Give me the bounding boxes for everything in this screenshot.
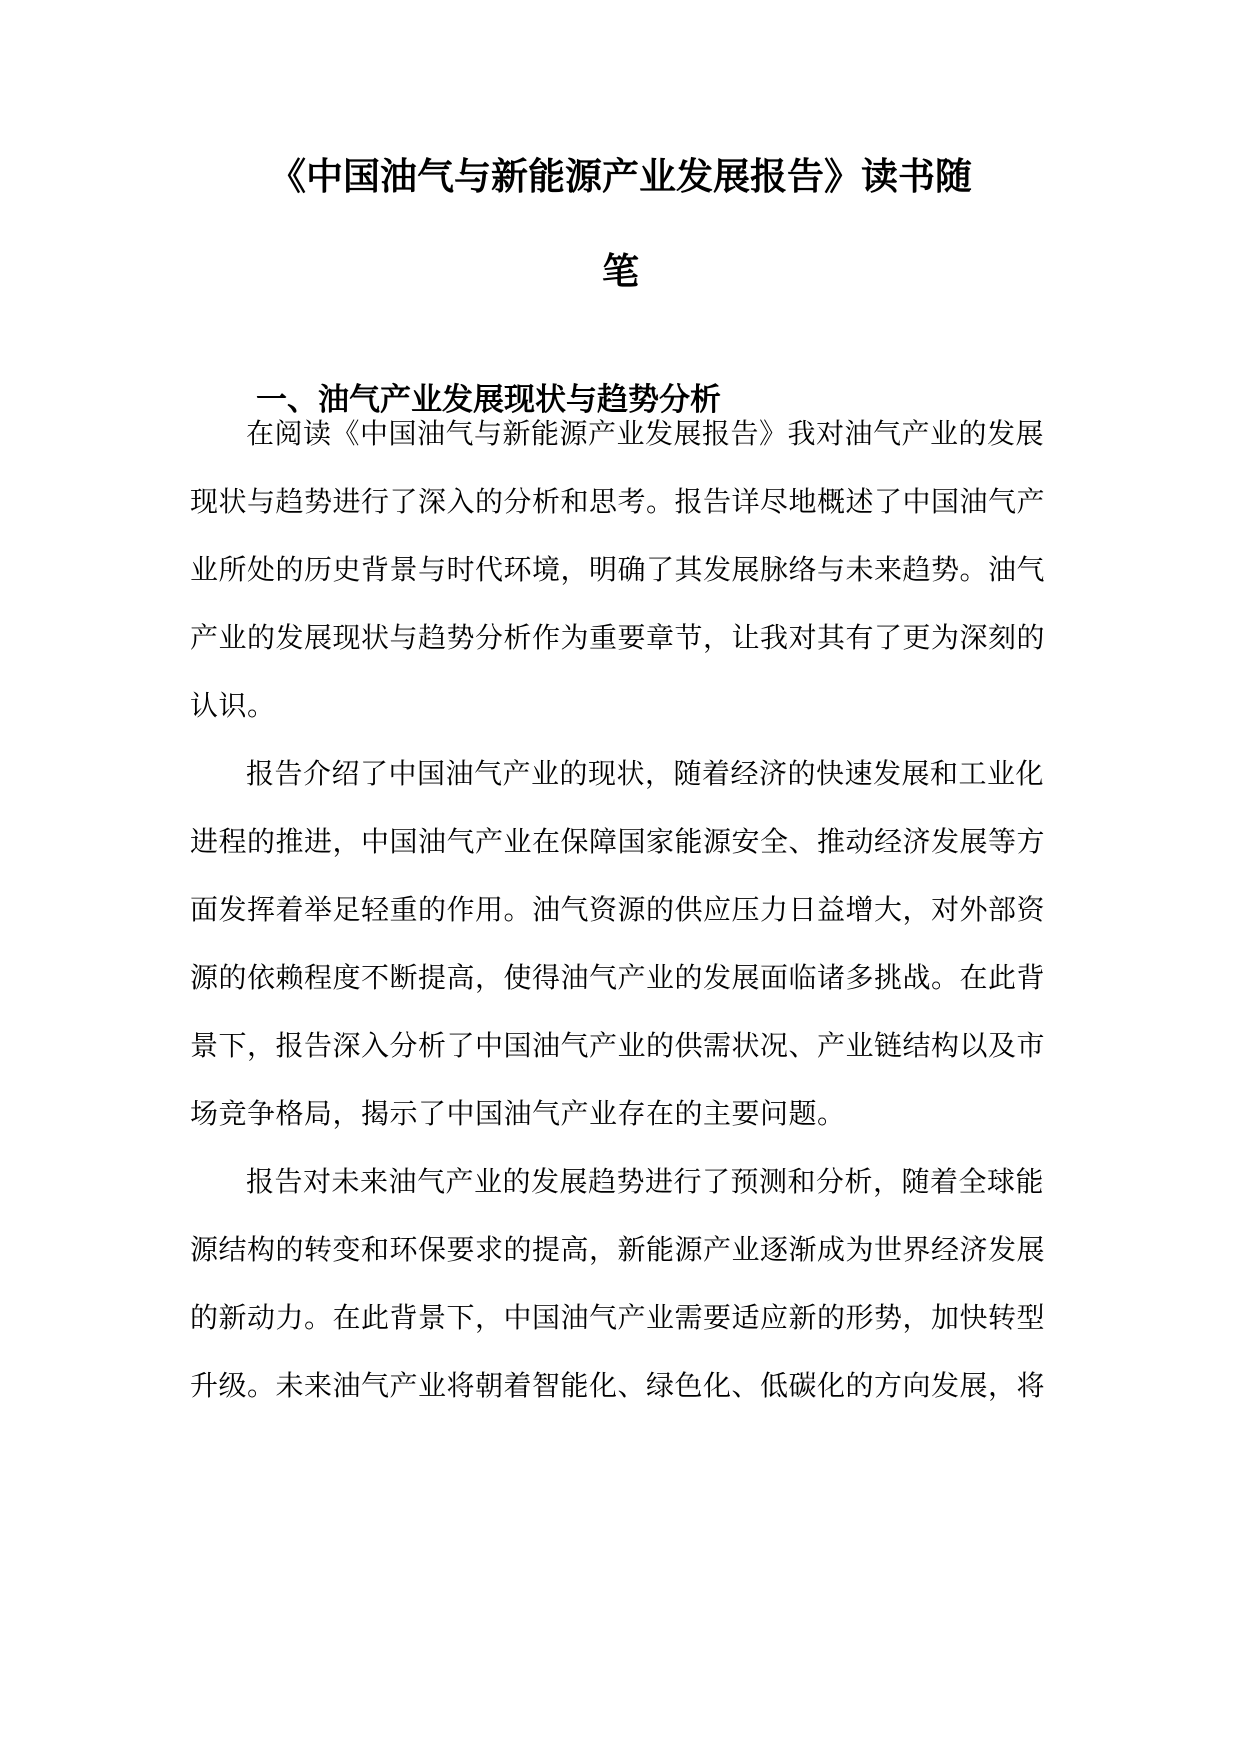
document-title-line-1: 《中国油气与新能源产业发展报告》读书随	[269, 155, 972, 198]
paragraph-2-line-3: 面发挥着举足轻重的作用。油气资源的供应压力日益增大，对外部资	[190, 893, 1046, 926]
paragraph-3-line-4: 升级。未来油气产业将朝着智能化、绿色化、低碳化的方向发展，将	[190, 1369, 1046, 1402]
paragraph-3-line-2: 源结构的转变和环保要求的提高，新能源产业逐渐成为世界经济发展	[190, 1233, 1046, 1266]
paragraph-2-line-6: 场竞争格局，揭示了中国油气产业存在的主要问题。	[190, 1097, 846, 1130]
document-title-line-2: 笔	[602, 250, 639, 293]
section-heading: 一、油气产业发展现状与趋势分析	[256, 382, 721, 418]
paragraph-2-line-1: 报告介绍了中国油气产业的现状，随着经济的快速发展和工业化	[246, 757, 1045, 790]
paragraph-2-line-2: 进程的推进，中国油气产业在保障国家能源安全、推动经济发展等方	[190, 825, 1046, 858]
paragraph-3-line-1: 报告对未来油气产业的发展趋势进行了预测和分析，随着全球能	[246, 1165, 1045, 1198]
paragraph-2-line-5: 景下，报告深入分析了中国油气产业的供需状况、产业链结构以及市	[190, 1029, 1046, 1062]
paragraph-1-line-4: 产业的发展现状与趋势分析作为重要章节，让我对其有了更为深刻的	[190, 621, 1046, 654]
paragraph-2-line-4: 源的依赖程度不断提高，使得油气产业的发展面临诸多挑战。在此背	[190, 961, 1046, 994]
paragraph-1-line-1: 在阅读《中国油气与新能源产业发展报告》我对油气产业的发展	[246, 417, 1045, 450]
paragraph-1-line-3: 业所处的历史背景与时代环境，明确了其发展脉络与未来趋势。油气	[190, 553, 1046, 586]
paragraph-3-line-3: 的新动力。在此背景下，中国油气产业需要适应新的形势，加快转型	[190, 1301, 1046, 1334]
paragraph-1-line-5: 认识。	[190, 689, 276, 722]
paragraph-1-line-2: 现状与趋势进行了深入的分析和思考。报告详尽地概述了中国油气产	[190, 485, 1046, 518]
